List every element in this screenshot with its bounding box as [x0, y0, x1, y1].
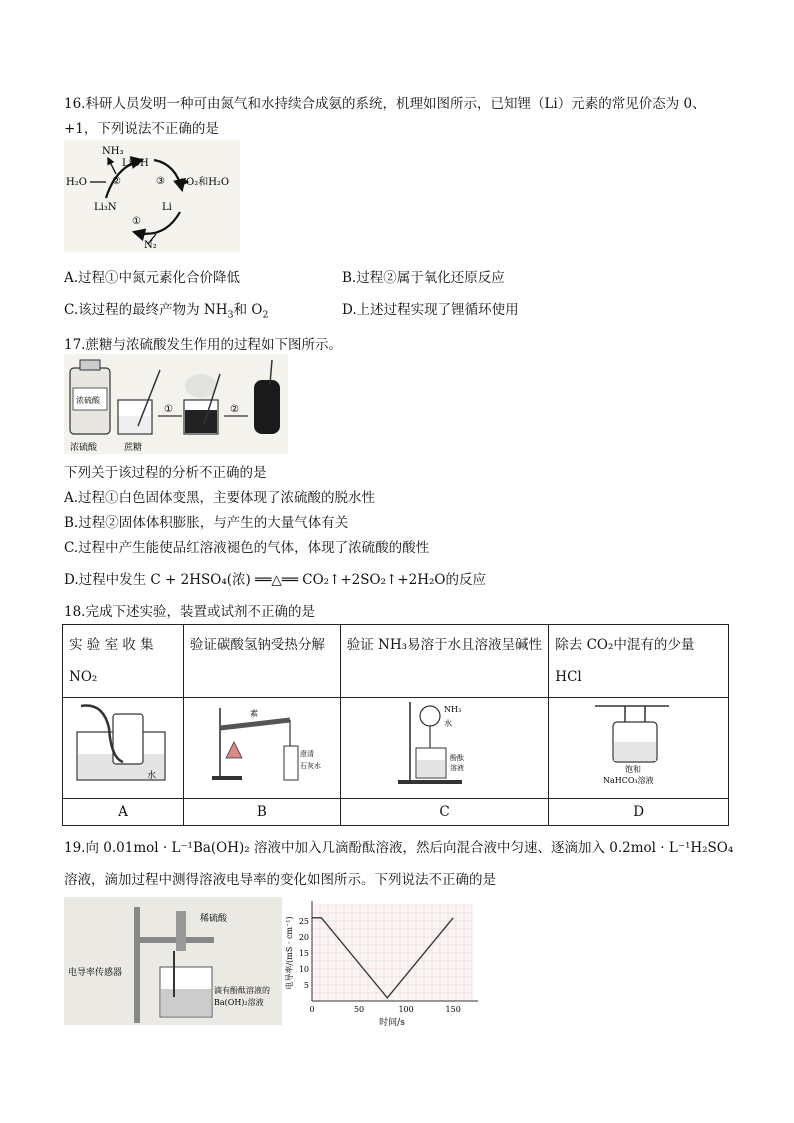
x-tick-label: 50	[353, 1005, 365, 1014]
lithium-cycle-diagram	[64, 140, 240, 252]
li3n-label: Li₃N	[94, 202, 117, 213]
acid-caption: 浓硫酸	[70, 443, 98, 453]
saturated-label: 饱和	[624, 765, 641, 774]
y-tick-label: 5	[303, 981, 309, 990]
y-axis-label: 电导率/(mS · cm⁻¹)	[285, 916, 294, 990]
step2-marker: ②	[112, 176, 121, 187]
exp-d-apparatus	[549, 698, 729, 799]
exp-a-label: A	[63, 799, 184, 826]
exp-b-description: 验证碳酸氢钠受热分解	[183, 625, 340, 698]
q16-option-b: B.过程②属于氧化还原反应	[342, 270, 505, 286]
bottle-label: 浓硫酸	[76, 396, 100, 405]
svg-text:溶液: 溶液	[449, 764, 464, 772]
q17-option-c: C.过程中产生能使品红溶液褪色的气体，体现了浓硫酸的酸性	[64, 540, 430, 556]
y-tick-label: 20	[298, 933, 309, 942]
n2-label: N₂	[144, 240, 157, 251]
b-top-label: 素	[249, 709, 258, 718]
process-step1: ①	[164, 404, 173, 415]
q19-stem-line2: 溶液，滴加过程中测得溶液电导率的变化如图所示。下列说法不正确的是	[64, 872, 496, 888]
x-tick-label: 150	[445, 1005, 461, 1014]
exp-a-apparatus	[63, 698, 184, 799]
lioh-label: LiOH	[122, 158, 149, 169]
q17-option-b: B.过程②固体体积膨胀，与产生的大量气体有关	[64, 515, 349, 531]
q18-stem: 18.完成下述实验，装置或试剂不正确的是	[64, 604, 315, 620]
exp-c-apparatus	[340, 698, 549, 799]
water-c-label: 水	[443, 719, 452, 728]
svg-text:石灰水: 石灰水	[299, 762, 321, 770]
limewater-label: 澄清	[299, 750, 314, 758]
q17-option-a: A.过程①白色固体变黑，主要体现了浓硫酸的脱水性	[64, 490, 376, 506]
y-tick-label: 10	[298, 965, 309, 974]
sugar-caption: 蔗糖	[124, 443, 143, 453]
y-tick-label: 25	[298, 917, 309, 926]
conductivity-chart	[284, 897, 484, 1027]
exp-b-apparatus	[183, 698, 340, 799]
nh3-label: NH₃	[102, 146, 124, 157]
water-label-a: 水	[146, 771, 156, 781]
solution-photo-label1: 滴有酚酞溶液的	[214, 986, 270, 995]
x-tick-label: 100	[398, 1005, 414, 1014]
q16-option-c: C.该过程的最终产物为 $NH_3$和 $O_2$	[64, 302, 269, 321]
process-step2: ②	[230, 404, 239, 415]
q16-stem-line1: 16.科研人员发明一种可由氮气和水持续合成氨的系统，机理如图所示，已知锂（Li）元素的常见价态为 0、	[64, 96, 706, 112]
sugar-acid-figure	[64, 354, 288, 454]
q17-option-d: D.过程中发生 C + 2HSO₄(浓) ══△══ CO₂↑+2SO₂↑+2H₂O的反应	[64, 572, 486, 588]
solution-photo-label2: Ba(OH)₂溶液	[214, 998, 264, 1007]
q16-stem-line2: +1，下列说法不正确的是	[64, 121, 219, 137]
h2o-label: H₂O	[66, 177, 87, 188]
q16-option-a: A.过程①中氮元素化合价降低	[64, 270, 241, 286]
phenol-c-label: 酚酞	[449, 754, 464, 762]
exp-d-label: D	[549, 799, 729, 826]
experiment-table	[62, 624, 729, 826]
acid-photo-label: 稀硫酸	[200, 914, 228, 924]
y-tick-label: 15	[298, 949, 309, 958]
conductivity-photo	[64, 897, 282, 1025]
q17-stem: 17.蔗糖与浓硫酸发生作用的过程如下图所示。	[64, 337, 342, 353]
step1-marker: ①	[132, 216, 141, 227]
o2-h2o-label: O₂和H₂O	[186, 177, 230, 188]
x-tick-label: 0	[309, 1005, 315, 1014]
step3-marker: ③	[156, 176, 165, 187]
exp-a-description: 实 验 室 收 集 NO₂	[63, 625, 184, 698]
exp-c-description: 验证 NH₃易溶于水且溶液呈碱性	[340, 625, 549, 698]
q16-option-d: D.上述过程实现了锂循环使用	[342, 302, 519, 318]
q17-question: 下列关于该过程的分析不正确的是	[64, 465, 267, 481]
exp-d-description: 除去 CO₂中混有的少量 HCl	[549, 625, 729, 698]
exp-b-label: B	[183, 799, 340, 826]
nahco3-label: NaHCO₃溶液	[602, 776, 654, 785]
li-label: Li	[162, 202, 172, 213]
sensor-photo-label: 电导率传感器	[68, 968, 123, 978]
exp-c-label: C	[340, 799, 549, 826]
nh3-c-label: NH₃	[443, 705, 461, 714]
q19-stem-line1: 19.向 0.01mol · L⁻¹Ba(OH)₂ 溶液中加入几滴酚酞溶液，然后向混合液中匀速、逐滴加入 0.2mol · L⁻¹H₂SO₄	[64, 840, 734, 856]
x-axis-label: 时间/s	[379, 1018, 405, 1028]
